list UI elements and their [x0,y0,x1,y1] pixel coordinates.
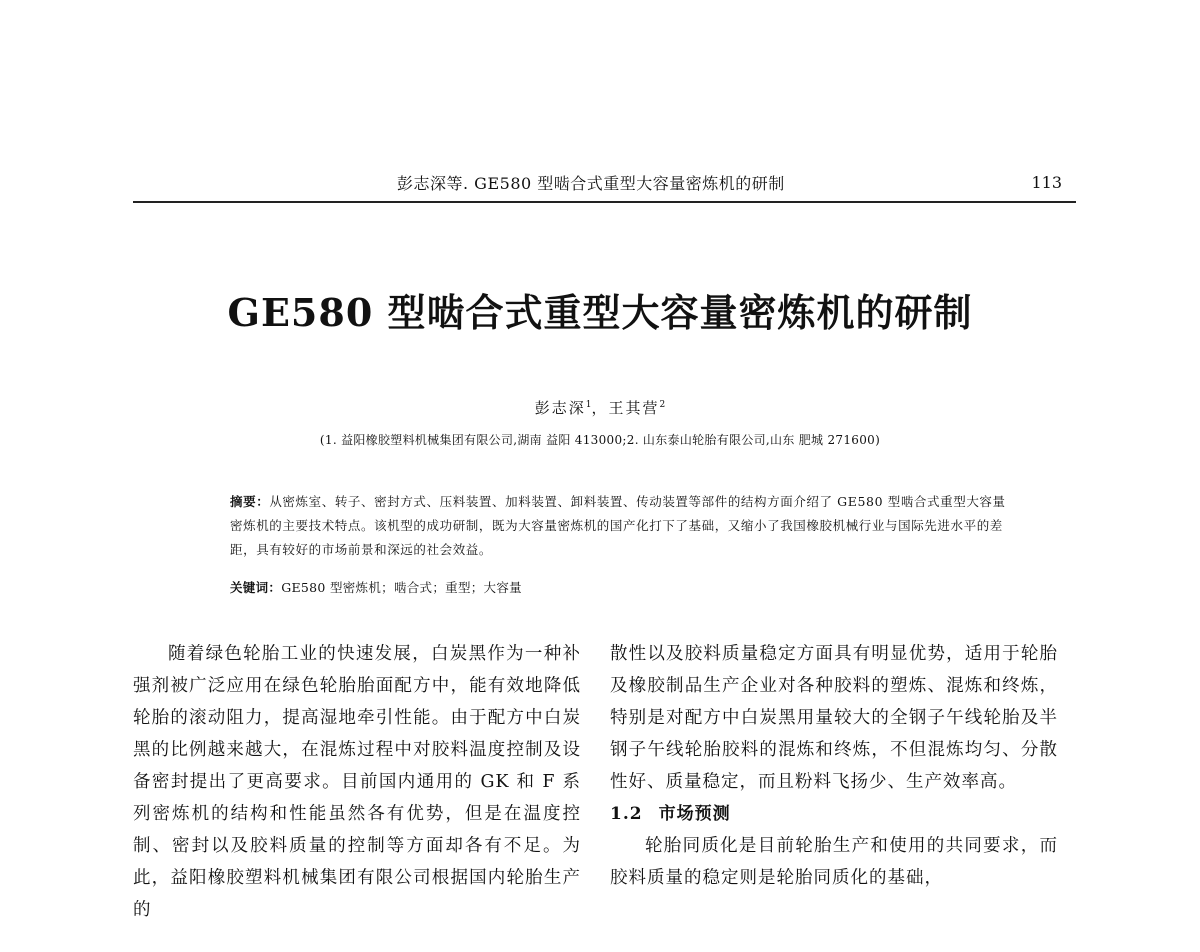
author-name: 王其营 [608,399,660,417]
keywords [230,578,522,596]
author-affiliation-mark: 2 [659,400,666,410]
running-title: 彭志深等. GE580 型啮合式重型大容量密炼机的研制 [397,174,785,193]
abstract-label: 摘要： [230,494,270,509]
author-line [0,397,1200,418]
affiliations: (1. 益阳橡胶塑料机械集团有限公司,湖南 益阳 413000;2. 山东泰山轮胎有限公司,山东 肥城 271600) [319,433,881,447]
author-name: 彭志深 [534,399,586,417]
abstract-text: 从密炼室、转子、密封方式、压料装置、加料装置、卸料装置、传动装置等部件的结构方面介绍了 GE580 型啮合式重型大容量密炼机的主要技术特点。该机型的成功研制，既为大容量密炼机的国产化打下了基础，又缩小了我国橡胶机械行业与国际先进水平的差距，具有较好的市场前景和深远的社会效益。 [230,494,1006,557]
body-paragraph: 散性以及胶料质量稳定方面具有明显优势，适用于轮胎及橡胶制品生产企业对各种胶料的塑炼、混炼和终炼，特别是对配方中白炭黑用量较大的全钢子午线轮胎及半钢子午线轮胎胶料的混炼和终炼，不但混炼均匀、分散性好、质量稳定，而且粉料飞扬少、生产效率高。 [610,644,1058,792]
article-title: GE580 型啮合式重型大容量密炼机的研制 [227,290,973,335]
page-number: 113 [1031,173,1062,192]
keywords-label: 关键词： [230,580,282,595]
body-paragraph: 随着绿色轮胎工业的快速发展，白炭黑作为一种补强剂被广泛应用在绿色轮胎胎面配方中，能有效地降低轮胎的滚动阻力，提高湿地牵引性能。由于配方中白炭黑的比例越来越大，在混炼过程中对胶料温度控制及设备密封提出了更高要求。目前国内通用的 GK 和 F 系列密炼机的结构和性能虽然各有优势，但是在温度控制、密封以及胶料质量的控制等方面却各有不足。为此，益阳橡胶塑料机械集团有限公司根据国内轮胎生产的 [133,644,581,920]
keywords-text: GE580 型密炼机；啮合式；重型；大容量 [281,580,522,595]
section-title: 市场预测 [658,804,731,824]
body-paragraph: 轮胎同质化是目前轮胎生产和使用的共同要求，而胶料质量的稳定则是轮胎同质化的基础， [610,836,1058,888]
abstract [196,490,1016,562]
section-number: 1.2 [610,804,643,824]
running-header [133,167,1076,203]
section-heading [610,798,1058,830]
body-column-right [610,638,1058,894]
body-column-left [133,638,581,926]
author-affiliation-mark: 1 [585,400,592,410]
author-separator: ， [591,399,609,417]
